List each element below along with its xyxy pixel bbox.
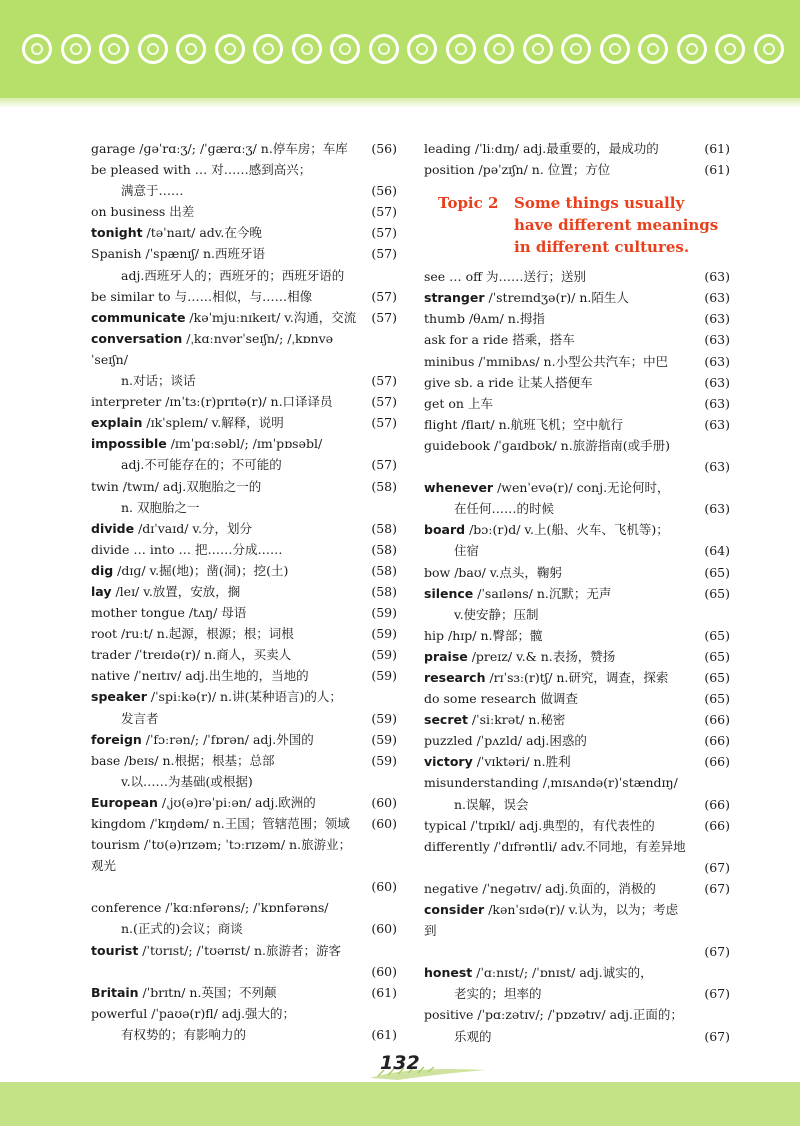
page-reference: (67) — [704, 986, 730, 1002]
headword: garage — [91, 141, 136, 156]
page-reference: (66) — [704, 796, 730, 812]
entry-definition: /ˈɡaɪdbʊk/ n.旅游指南(或手册) — [490, 437, 670, 453]
ring-icon — [215, 34, 245, 64]
glossary-entry — [91, 729, 397, 750]
headword: thumb — [424, 311, 465, 327]
glossary-entry — [424, 962, 730, 1004]
page-reference: (59) — [371, 605, 397, 621]
entry-definition: 为……送行；送别 — [482, 269, 587, 285]
headword: trader — [91, 647, 131, 663]
entry-definition: /ɪnˈtɜː(r)prɪtə(r)/ n.口译译员 — [161, 394, 333, 410]
glossary-entry — [91, 518, 397, 539]
entry-definition: /ˈbrɪtn/ n.英国；不列颠 — [138, 984, 277, 1000]
entry-definition: 搭乘，搭车 — [508, 332, 575, 348]
glossary-entry — [424, 730, 730, 751]
entry-continuation: adj.不可能存在的；不可能的 — [121, 457, 282, 473]
entry-continuation: n. 双胞胎之一 — [121, 499, 200, 515]
page-reference: (67) — [704, 1028, 730, 1044]
left-glossary-column — [91, 138, 397, 1045]
page-reference: (60) — [371, 921, 397, 937]
page-reference: (66) — [704, 754, 730, 770]
page-reference: (63) — [704, 311, 730, 327]
entry-continuation — [424, 941, 730, 962]
entry-continuation: 满意于…… — [121, 183, 184, 199]
page-number: 132 — [380, 1052, 420, 1074]
entry-continuation: adj.西班牙人的；西班牙的；西班牙语的 — [121, 267, 345, 283]
glossary-entry — [91, 328, 397, 391]
glossary-entry — [91, 433, 397, 475]
glossary-entry — [91, 750, 397, 792]
headword: base — [91, 752, 121, 768]
page-reference: (56) — [371, 183, 397, 199]
glossary-entry — [424, 329, 730, 350]
headword: be similar to — [91, 288, 171, 304]
headword: Spanish — [91, 246, 142, 262]
entry-definition: /ɡəˈrɑːʒ/; /ˈɡærɑːʒ/ n.停车房；车库 — [135, 141, 348, 156]
page-reference: (57) — [371, 246, 397, 262]
entry-definition: /ˈmɪnibʌs/ n.小型公共汽车；中巴 — [474, 353, 669, 369]
entry-definition: 出差 — [165, 204, 195, 220]
headword: bow — [424, 564, 451, 580]
glossary-entry — [424, 836, 730, 878]
ring-icon — [754, 34, 784, 64]
headword: research — [424, 669, 486, 685]
ring-icon — [677, 34, 707, 64]
ring-icon — [715, 34, 745, 64]
ring-icon — [446, 34, 476, 64]
page-reference: (59) — [371, 752, 397, 768]
headword: misunderstanding — [424, 775, 539, 791]
entry-definition: 做调查 — [536, 691, 578, 707]
entry-definition: /ˈneɡətɪv/ adj.负面的，消极的 — [478, 880, 656, 896]
ring-icon — [99, 34, 129, 64]
headword: European — [91, 794, 158, 810]
ring-icon — [61, 34, 91, 64]
entry-definition: /ˌkɑːnvərˈseɪʃn/; /ˌkɒnvəˈseɪʃn/ — [91, 330, 334, 367]
glossary-entry — [424, 393, 730, 414]
entry-definition: /ˌmɪsʌndə(r)ˈstændɪŋ/ — [538, 775, 678, 791]
page-reference: (59) — [371, 710, 397, 726]
ring-icon — [330, 34, 360, 64]
headword: impossible — [91, 436, 167, 452]
entry-definition: /ˈvɪktəri/ n.胜利 — [472, 754, 571, 770]
page-reference: (67) — [704, 944, 730, 960]
topic-heading — [438, 192, 730, 258]
ring-icon — [523, 34, 553, 64]
entry-definition: /ˈtɪpɪkl/ adj.典型的，有代表性的 — [466, 817, 655, 833]
glossary-entry — [424, 308, 730, 329]
entry-definition: /preɪz/ v.& n.表扬，赞扬 — [467, 648, 616, 664]
headword: twin — [91, 478, 119, 494]
headword: conversation — [91, 330, 183, 346]
headword: flight — [424, 416, 458, 432]
page-reference: (65) — [704, 669, 730, 685]
page-reference: (61) — [704, 162, 730, 178]
glossary-entry — [424, 414, 730, 435]
page-reference: (58) — [371, 520, 397, 536]
entry-definition: /rɪˈsɜː(r)tʃ/ n.研究，调查，探索 — [485, 669, 669, 685]
page-reference: (65) — [704, 648, 730, 664]
page-reference: (61) — [704, 141, 730, 156]
top-decorative-band — [0, 0, 800, 100]
ring-icon — [638, 34, 668, 64]
headword: root — [91, 626, 118, 642]
glossary-entry — [424, 351, 730, 372]
glossary-entry — [91, 813, 397, 834]
entry-continuation — [424, 456, 730, 477]
headword: positive — [424, 1007, 474, 1023]
entry-definition: /ˈspiːkə(r)/ n.讲(某种语言)的人； — [146, 689, 342, 705]
headword: victory — [424, 754, 473, 770]
glossary-entry — [91, 644, 397, 665]
entry-continuation: n.对话；谈话 — [121, 373, 196, 389]
headword: silence — [424, 585, 474, 601]
ring-decoration — [22, 34, 792, 70]
glossary-entry — [91, 665, 397, 686]
glossary-entry — [91, 476, 397, 518]
page-reference: (61) — [371, 1026, 397, 1042]
headword: praise — [424, 648, 468, 664]
page-reference: (57) — [371, 225, 397, 241]
page-reference: (63) — [704, 353, 730, 369]
entry-continuation: 在任何……的时候 — [454, 501, 555, 517]
page-reference: (63) — [704, 290, 730, 306]
glossary-entry — [424, 751, 730, 772]
headword: leading — [424, 141, 471, 156]
glossary-entry — [91, 222, 397, 243]
entry-definition: /ˈsiːkrət/ n.秘密 — [467, 712, 566, 728]
page-reference: (67) — [704, 859, 730, 875]
page-reference: (57) — [371, 457, 397, 473]
entry-definition: /ˈpʌzld/ adj.困惑的 — [472, 733, 587, 749]
entry-definition: /θʌm/ n.拇指 — [464, 311, 545, 327]
entry-continuation: n.(正式的)会议；商谈 — [121, 921, 243, 937]
entry-continuation: 住宿 — [454, 543, 480, 559]
glossary-entry — [91, 897, 397, 939]
entry-definition: /ˈɑːnɪst/; /ˈɒnɪst/ adj.诚实的， — [472, 965, 653, 981]
entry-continuation: v.以……为基础(或根据) — [121, 773, 253, 789]
page-reference: (58) — [371, 583, 397, 599]
entry-definition: /ˈkɪŋdəm/ n.王国；管辖范围；领域 — [146, 816, 350, 831]
page-reference: (57) — [371, 309, 397, 325]
page-reference: (65) — [704, 585, 730, 601]
ring-icon — [22, 34, 52, 64]
glossary-entry — [424, 667, 730, 688]
page-reference: (63) — [704, 501, 730, 517]
ring-icon — [176, 34, 206, 64]
ring-icon — [600, 34, 630, 64]
page-reference: (63) — [704, 416, 730, 432]
entry-definition: /twɪn/ adj.双胞胎之一的 — [118, 478, 262, 494]
page-reference: (58) — [371, 562, 397, 578]
entry-definition: /təˈnaɪt/ adv.在今晚 — [142, 225, 262, 241]
entry-definition: /ˈspænɪʃ/ n.西班牙语 — [141, 246, 265, 262]
page-reference: (66) — [704, 712, 730, 728]
entry-continuation — [91, 876, 397, 897]
headword: powerful — [91, 1005, 148, 1021]
glossary-entry — [91, 1003, 397, 1045]
glossary-entry — [424, 709, 730, 730]
headword: lay — [91, 583, 112, 599]
headword: hip — [424, 627, 445, 643]
entry-definition: /ˈtʊrɪst/; /ˈtʊərɪst/ n.旅游者；游客 — [138, 942, 341, 958]
page-reference: (64) — [704, 543, 730, 559]
glossary-entry — [424, 435, 730, 477]
entry-continuation: v.使安静；压制 — [454, 606, 539, 622]
headword: consider — [424, 902, 485, 917]
entry-definition: /ˈtʊ(ə)rɪzəm; ˈtɔːrɪzəm/ n.旅游业；观光 — [91, 837, 352, 874]
ring-icon — [138, 34, 168, 64]
headword: give sb. a ride — [424, 374, 514, 390]
page-reference: (60) — [371, 794, 397, 810]
page-reference: (65) — [704, 627, 730, 643]
headword: foreign — [91, 731, 142, 747]
glossary-entry — [91, 581, 397, 602]
headword: puzzled — [424, 733, 473, 749]
entry-definition: 让某人搭便车 — [513, 374, 593, 390]
page-reference: (57) — [371, 288, 397, 304]
headword: stranger — [424, 290, 485, 306]
entry-continuation — [91, 961, 397, 982]
glossary-entry — [91, 159, 397, 201]
headword: negative — [424, 880, 479, 896]
entry-definition: /hɪp/ n.臀部；髋 — [444, 627, 543, 643]
headword: secret — [424, 712, 468, 728]
entry-definition: /ˈliːdɪŋ/ adj.最重要的，最成功的 — [470, 141, 659, 156]
page-reference: (57) — [371, 415, 397, 431]
page-reference: (57) — [371, 204, 397, 220]
entry-definition: /dɪɡ/ v.掘(地)；凿(洞)；挖(土) — [113, 562, 289, 578]
entry-definition: /beɪs/ n.根据；根基；总部 — [120, 752, 275, 768]
glossary-entry — [91, 560, 397, 581]
glossary-entry — [424, 815, 730, 836]
glossary-entry — [91, 539, 397, 560]
entry-definition: /wenˈevə(r)/ conj.无论何时， — [493, 480, 670, 496]
headword: conference — [91, 900, 162, 916]
entry-definition: /ɪmˈpɑːsəbl/; /ɪmˈpɒsəbl/ — [166, 436, 323, 452]
entry-definition: /ɪkˈspleɪn/ v.解释，说明 — [142, 415, 284, 431]
glossary-entry — [424, 646, 730, 667]
entry-definition: /ˈsaɪləns/ n.沉默；无声 — [473, 585, 612, 601]
entry-definition: /ˈpaʊə(r)fl/ adj.强大的； — [147, 1005, 296, 1021]
entry-continuation: 老实的；坦率的 — [454, 986, 542, 1002]
page-reference: (60) — [371, 963, 397, 979]
entry-definition: 对……感到高兴； — [207, 162, 312, 178]
glossary-entry — [424, 477, 730, 519]
page-reference: (61) — [371, 984, 397, 1000]
page-reference: (63) — [704, 395, 730, 411]
glossary-entry — [91, 286, 397, 307]
right-column-top-entries — [424, 138, 730, 180]
topic-title: Some things usually have different meanings in different cultures. — [514, 194, 719, 257]
entry-continuation: 乐观的 — [454, 1028, 492, 1044]
headword: explain — [91, 415, 143, 431]
page-reference: (57) — [371, 394, 397, 410]
bottom-decorative-band — [0, 1082, 800, 1126]
entry-definition: 与……相似，与……相像 — [170, 288, 313, 304]
entry-definition: /leɪ/ v.放置，安放，搁 — [111, 583, 241, 599]
headword: divide … into … — [91, 541, 191, 557]
page-reference: (59) — [371, 647, 397, 663]
page-reference: (65) — [704, 564, 730, 580]
headword: board — [424, 522, 466, 538]
ring-icon — [484, 34, 514, 64]
glossary-entry — [424, 519, 730, 561]
page-reference: (63) — [704, 332, 730, 348]
page-reference: (60) — [371, 879, 397, 895]
page-reference: (56) — [371, 141, 397, 156]
ring-icon — [292, 34, 322, 64]
headword: be pleased with … — [91, 162, 208, 178]
glossary-entry — [424, 878, 730, 899]
page-reference: (65) — [704, 691, 730, 707]
headword: whenever — [424, 480, 494, 496]
entry-definition: /pəˈzɪʃn/ n. 位置；方位 — [474, 162, 611, 178]
page-reference: (59) — [371, 731, 397, 747]
entry-definition: /ruːt/ n.起源，根源；根；词根 — [117, 626, 294, 642]
page-reference: (59) — [371, 626, 397, 642]
headword: tourism — [91, 837, 140, 853]
glossary-entry — [91, 307, 397, 328]
ring-icon — [407, 34, 437, 64]
glossary-entry — [91, 602, 397, 623]
entry-definition: /ˌjʊ(ə)rəˈpiːən/ adj.欧洲的 — [157, 794, 316, 810]
headword: native — [91, 668, 130, 684]
page-number-badge — [350, 1050, 490, 1086]
topic-number: Topic 2 — [438, 194, 499, 213]
entry-definition: 上车 — [463, 395, 493, 411]
headword: speaker — [91, 689, 147, 705]
entry-definition: /kənˈsɪdə(r)/ v.认为，以为；考虑到 — [424, 902, 679, 939]
right-column-entries — [424, 266, 730, 1046]
headword: get on — [424, 395, 464, 411]
entry-definition: /dɪˈvaɪd/ v.分，划分 — [134, 520, 252, 536]
headword: minibus — [424, 353, 475, 369]
ring-icon — [369, 34, 399, 64]
glossary-entry — [91, 834, 397, 897]
headword: mother tongue — [91, 605, 185, 621]
page-reference: (59) — [371, 668, 397, 684]
glossary-entry — [424, 287, 730, 308]
glossary-entry — [91, 940, 397, 982]
headword: communicate — [91, 309, 186, 325]
entry-definition: /ˈpɑːzətɪv/; /ˈpɒzətɪv/ adj.正面的； — [473, 1007, 683, 1023]
headword: dig — [91, 562, 114, 578]
headword: divide — [91, 520, 135, 536]
glossary-entry — [91, 686, 397, 728]
page-reference: (60) — [371, 816, 397, 831]
entry-definition: /bɔː(r)d/ v.上(船、火车、飞机等)； — [465, 522, 669, 538]
headword: tonight — [91, 225, 143, 241]
entry-definition: /ˈkɑːnfərəns/; /ˈkɒnfərəns/ — [161, 900, 329, 916]
headword: differently — [424, 838, 490, 854]
glossary-entry — [91, 391, 397, 412]
headword: honest — [424, 965, 473, 981]
entry-definition: /ˈdɪfrəntli/ adv.不同地，有差异地 — [489, 838, 686, 854]
glossary-entry — [424, 625, 730, 646]
glossary-entry — [424, 266, 730, 287]
glossary-entry — [424, 688, 730, 709]
headword: ask for a ride — [424, 332, 509, 348]
page-reference: (58) — [371, 541, 397, 557]
glossary-entry — [91, 138, 397, 159]
headword: position — [424, 162, 475, 178]
headword: typical — [424, 817, 467, 833]
glossary-entry — [91, 623, 397, 644]
headword: on business — [91, 204, 166, 220]
entry-definition: 把……分成…… — [190, 541, 283, 557]
glossary-entry — [91, 792, 397, 813]
entry-definition: /tʌŋ/ 母语 — [184, 605, 247, 621]
glossary-entry — [424, 583, 730, 625]
page-reference: (63) — [704, 459, 730, 475]
entry-definition: /ˈneɪtɪv/ adj.出生地的，当地的 — [129, 668, 309, 684]
page-reference: (58) — [371, 478, 397, 494]
headword: interpreter — [91, 394, 162, 410]
page-reference: (57) — [371, 373, 397, 389]
entry-definition: /ˈtreɪdə(r)/ n.商人，买卖人 — [130, 647, 292, 663]
glossary-entry — [424, 372, 730, 393]
entry-continuation: n.误解，误会 — [454, 796, 529, 812]
glossary-entry — [424, 772, 730, 814]
headword: Britain — [91, 984, 139, 1000]
entry-definition: /ˈfɔːrən/; /ˈfɒrən/ adj.外国的 — [141, 731, 314, 747]
headword: kingdom — [91, 816, 147, 831]
glossary-entry — [424, 899, 730, 962]
glossary-entry — [424, 138, 730, 159]
glossary-entry — [91, 201, 397, 222]
glossary-entry — [91, 982, 397, 1003]
entry-continuation: 有权势的；有影响力的 — [121, 1026, 247, 1042]
right-glossary-column — [424, 138, 730, 1047]
page-reference: (66) — [704, 817, 730, 833]
page-reference: (67) — [704, 880, 730, 896]
headword: guidebook — [424, 437, 491, 453]
headword: tourist — [91, 942, 139, 958]
entry-continuation: 发言者 — [121, 710, 159, 726]
page-reference: (66) — [704, 733, 730, 749]
entry-continuation — [424, 857, 730, 878]
glossary-entry — [424, 1004, 730, 1046]
glossary-entry — [424, 159, 730, 180]
headword: do some research — [424, 691, 537, 707]
page-reference: (63) — [704, 374, 730, 390]
glossary-entry — [424, 562, 730, 583]
page-reference: (63) — [704, 269, 730, 285]
ring-icon — [253, 34, 283, 64]
glossary-entry — [91, 243, 397, 285]
entry-definition: /baʊ/ v.点头，鞠躬 — [450, 564, 562, 580]
entry-definition: /flaɪt/ n.航班飞机；空中航行 — [457, 416, 624, 432]
ring-icon — [561, 34, 591, 64]
entry-definition: /kəˈmjuːnɪkeɪt/ v.沟通，交流 — [185, 309, 357, 325]
entry-definition: /ˈstreɪndʒə(r)/ n.陌生人 — [484, 290, 629, 306]
glossary-entry — [91, 412, 397, 433]
headword: see … off — [424, 269, 483, 285]
